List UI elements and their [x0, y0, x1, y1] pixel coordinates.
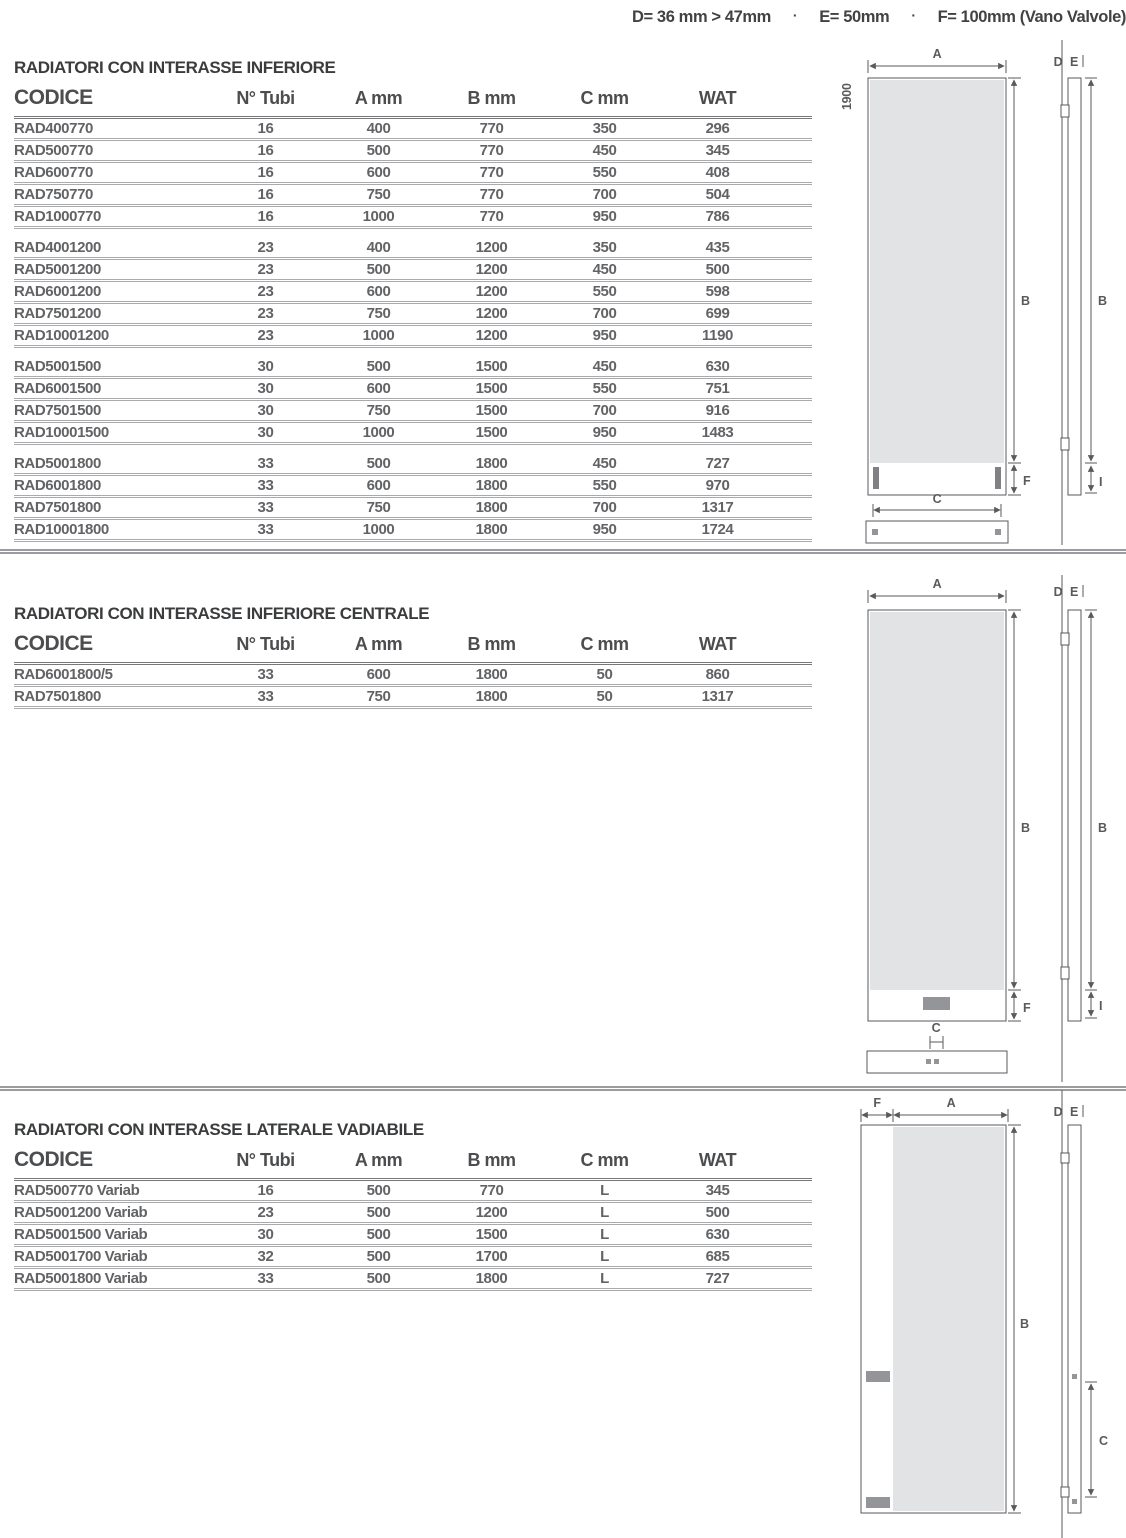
value-cell: 435 — [661, 228, 774, 259]
code-cell: RAD600770 — [14, 162, 209, 184]
spacer-cell — [774, 497, 812, 519]
value-cell: 1800 — [435, 475, 548, 497]
dim-label-c: C — [932, 492, 942, 506]
spacer-cell — [774, 325, 812, 347]
table-row — [14, 519, 812, 541]
dimension-note — [632, 8, 1126, 27]
value-cell: 23 — [209, 303, 322, 325]
diagram-interasse-inferiore — [835, 40, 1125, 555]
spacer-cell — [774, 1246, 812, 1268]
value-cell: 700 — [548, 184, 661, 206]
value-cell: 500 — [322, 1268, 435, 1290]
value-cell: 350 — [548, 118, 661, 140]
header-row — [14, 80, 812, 118]
spec-table — [14, 1142, 812, 1291]
dim-label-b: B — [1021, 821, 1030, 835]
section-title: RADIATORI CON INTERASSE INFERIORE CENTRALE — [14, 604, 430, 623]
value-cell: 1000 — [322, 519, 435, 541]
value-cell: 770 — [435, 1180, 548, 1202]
value-cell: 500 — [322, 140, 435, 162]
value-cell: 700 — [548, 303, 661, 325]
spacer-cell — [774, 444, 812, 475]
value-cell: 550 — [548, 162, 661, 184]
value-cell: 727 — [661, 444, 774, 475]
value-cell: 1200 — [435, 303, 548, 325]
value-cell: 1000 — [322, 422, 435, 444]
column-header-codice: CODICE — [14, 626, 209, 664]
value-cell: 950 — [548, 325, 661, 347]
value-cell: 33 — [209, 686, 322, 708]
table-row — [14, 475, 812, 497]
value-cell: 33 — [209, 497, 322, 519]
value-cell: 500 — [322, 347, 435, 378]
value-cell: 751 — [661, 378, 774, 400]
value-cell: 700 — [548, 497, 661, 519]
value-cell: 1500 — [435, 1224, 548, 1246]
code-cell: RAD1000770 — [14, 206, 209, 228]
table-row — [14, 1224, 812, 1246]
table-row — [14, 497, 812, 519]
value-cell: 50 — [548, 664, 661, 686]
code-cell: RAD10001200 — [14, 325, 209, 347]
code-cell: RAD500770 Variab — [14, 1180, 209, 1202]
value-cell: 1200 — [435, 228, 548, 259]
dim-label-f: F — [1023, 474, 1031, 488]
value-cell: 1200 — [435, 281, 548, 303]
table-row — [14, 1180, 812, 1202]
value-cell: 16 — [209, 162, 322, 184]
value-cell: 786 — [661, 206, 774, 228]
value-cell: L — [548, 1268, 661, 1290]
code-cell: RAD7501500 — [14, 400, 209, 422]
value-cell: 1800 — [435, 1268, 548, 1290]
front-view — [861, 1096, 1029, 1513]
value-cell: 550 — [548, 475, 661, 497]
wall-bracket — [1061, 633, 1069, 645]
value-cell: 450 — [548, 444, 661, 475]
value-cell: 16 — [209, 140, 322, 162]
value-cell: 30 — [209, 400, 322, 422]
separator-dot: · — [911, 7, 916, 23]
value-cell: 727 — [661, 1268, 774, 1290]
value-cell: 400 — [322, 228, 435, 259]
value-cell: 770 — [435, 140, 548, 162]
column-header-a-mm: A mm — [322, 626, 435, 664]
value-cell: 50 — [548, 686, 661, 708]
column-header-n-tubi: N° Tubi — [209, 80, 322, 118]
value-cell: 950 — [548, 519, 661, 541]
code-cell: RAD5001500 — [14, 347, 209, 378]
value-cell: 600 — [322, 664, 435, 686]
column-header-c-mm: C mm — [548, 626, 661, 664]
spacer-cell — [774, 519, 812, 541]
value-cell: 33 — [209, 444, 322, 475]
column-header-a-mm: A mm — [322, 1142, 435, 1180]
bottom-view — [866, 521, 1008, 543]
value-cell: 970 — [661, 475, 774, 497]
dim-label-i: I — [1099, 999, 1103, 1013]
spacer-cell — [774, 1142, 812, 1180]
header-row — [14, 1142, 812, 1180]
spacer-cell — [774, 1180, 812, 1202]
dim-e-note: E= 50mm — [819, 8, 890, 26]
value-cell: 750 — [322, 303, 435, 325]
dim-label-d: D — [1053, 585, 1063, 599]
value-cell: 1800 — [435, 497, 548, 519]
connection-tab — [873, 467, 879, 489]
column-header-wat: WAT — [661, 80, 774, 118]
value-cell: L — [548, 1246, 661, 1268]
connection-dot — [1072, 1374, 1077, 1379]
code-cell: RAD5001800 Variab — [14, 1268, 209, 1290]
section-interasse-inferiore-centrale — [14, 604, 814, 709]
value-cell: L — [548, 1224, 661, 1246]
value-cell: 1000 — [322, 325, 435, 347]
section-title: RADIATORI CON INTERASSE LATERALE VADIABILE — [14, 1120, 424, 1139]
value-cell: 33 — [209, 664, 322, 686]
column-header-wat: WAT — [661, 1142, 774, 1180]
value-cell: 1483 — [661, 422, 774, 444]
column-header-n-tubi: N° Tubi — [209, 626, 322, 664]
column-header-a-mm: A mm — [322, 80, 435, 118]
diagram-interasse-laterale-variabile — [835, 1090, 1125, 1538]
table-row — [14, 281, 812, 303]
value-cell: 1317 — [661, 686, 774, 708]
dim-label-b: B — [1098, 294, 1107, 308]
dim-label-f: F — [1023, 1001, 1031, 1015]
spec-table — [14, 80, 812, 542]
connection-tab — [995, 467, 1001, 489]
value-cell: 23 — [209, 1202, 322, 1224]
value-cell: 500 — [322, 1180, 435, 1202]
spacer-cell — [774, 206, 812, 228]
side-connection-tab — [866, 1497, 890, 1508]
dim-label-a: A — [932, 47, 942, 61]
value-cell: 450 — [548, 259, 661, 281]
code-cell: RAD5001500 Variab — [14, 1224, 209, 1246]
front-view — [867, 577, 1031, 1073]
value-cell: 408 — [661, 162, 774, 184]
value-cell: 16 — [209, 1180, 322, 1202]
value-cell: 750 — [322, 497, 435, 519]
value-cell: L — [548, 1180, 661, 1202]
value-cell: 500 — [322, 1202, 435, 1224]
value-cell: 30 — [209, 1224, 322, 1246]
value-cell: 23 — [209, 228, 322, 259]
value-cell: 1317 — [661, 497, 774, 519]
table-row — [14, 162, 812, 184]
dim-label-b: B — [1021, 294, 1030, 308]
value-cell: 1700 — [435, 1246, 548, 1268]
table-row — [14, 664, 812, 686]
dim-label-d: D — [1053, 55, 1063, 69]
value-cell: 500 — [322, 1246, 435, 1268]
spacer-cell — [774, 422, 812, 444]
spacer-cell — [774, 626, 812, 664]
value-cell: 1200 — [435, 259, 548, 281]
total-height-label: 1900 — [840, 83, 854, 110]
dim-label-e: E — [1069, 55, 1079, 69]
value-cell: 1724 — [661, 519, 774, 541]
dim-label-d: D — [1053, 1105, 1063, 1119]
value-cell: 296 — [661, 118, 774, 140]
value-cell: 23 — [209, 325, 322, 347]
side-view — [1054, 1090, 1108, 1538]
value-cell: 32 — [209, 1246, 322, 1268]
code-cell: RAD6001800 — [14, 475, 209, 497]
header-row — [14, 626, 812, 664]
value-cell: 770 — [435, 206, 548, 228]
front-view — [840, 47, 1031, 543]
value-cell: 16 — [209, 206, 322, 228]
side-view — [1054, 575, 1107, 1082]
wall-bracket — [1061, 105, 1069, 117]
value-cell: 500 — [322, 259, 435, 281]
table-row — [14, 686, 812, 708]
section-interasse-inferiore — [14, 58, 814, 542]
spacer-cell — [774, 664, 812, 686]
value-cell: 1500 — [435, 378, 548, 400]
value-cell: 1000 — [322, 206, 435, 228]
value-cell: 600 — [322, 162, 435, 184]
dim-f-note: F= 100mm (Vano Valvole) — [937, 8, 1126, 26]
side-connection-tab — [866, 1371, 890, 1382]
spacer-cell — [774, 184, 812, 206]
code-cell: RAD5001800 — [14, 444, 209, 475]
spacer-cell — [774, 378, 812, 400]
side-view — [1054, 40, 1107, 545]
table-row — [14, 259, 812, 281]
value-cell: 770 — [435, 184, 548, 206]
dim-label-i: I — [1099, 475, 1103, 489]
table-row — [14, 347, 812, 378]
spacer-cell — [774, 1224, 812, 1246]
value-cell: 16 — [209, 118, 322, 140]
code-cell: RAD6001500 — [14, 378, 209, 400]
dim-label-e: E — [1069, 585, 1079, 599]
code-cell: RAD10001500 — [14, 422, 209, 444]
value-cell: 500 — [322, 1224, 435, 1246]
wall-bracket — [1061, 1153, 1069, 1163]
value-cell: 400 — [322, 118, 435, 140]
dim-label-c: C — [1099, 1434, 1108, 1448]
value-cell: 598 — [661, 281, 774, 303]
spec-table — [14, 626, 812, 709]
table-row — [14, 1202, 812, 1224]
value-cell: 750 — [322, 686, 435, 708]
section-interasse-laterale-variabile — [14, 1120, 814, 1291]
value-cell: 500 — [322, 444, 435, 475]
value-cell: 600 — [322, 378, 435, 400]
table-row — [14, 206, 812, 228]
value-cell: L — [548, 1202, 661, 1224]
spacer-cell — [774, 140, 812, 162]
value-cell: 1200 — [435, 325, 548, 347]
value-cell: 33 — [209, 1268, 322, 1290]
spacer-cell — [774, 1268, 812, 1290]
table-row — [14, 1268, 812, 1290]
value-cell: 950 — [548, 206, 661, 228]
column-header-c-mm: C mm — [548, 1142, 661, 1180]
column-header-b-mm: B mm — [435, 1142, 548, 1180]
value-cell: 23 — [209, 259, 322, 281]
value-cell: 33 — [209, 475, 322, 497]
value-cell: 30 — [209, 422, 322, 444]
spacer-cell — [774, 686, 812, 708]
table-row — [14, 378, 812, 400]
spacer-cell — [774, 281, 812, 303]
code-cell: RAD7501200 — [14, 303, 209, 325]
column-header-b-mm: B mm — [435, 80, 548, 118]
value-cell: 860 — [661, 664, 774, 686]
value-cell: 345 — [661, 1180, 774, 1202]
connection-dot — [1072, 1499, 1077, 1504]
value-cell: 600 — [322, 475, 435, 497]
column-header-b-mm: B mm — [435, 626, 548, 664]
value-cell: 500 — [661, 1202, 774, 1224]
wall-bracket — [1061, 967, 1069, 979]
table-row — [14, 444, 812, 475]
value-cell: 685 — [661, 1246, 774, 1268]
value-cell: 550 — [548, 281, 661, 303]
value-cell: 33 — [209, 519, 322, 541]
value-cell: 630 — [661, 1224, 774, 1246]
dim-label-f: F — [873, 1096, 881, 1110]
table-row — [14, 422, 812, 444]
value-cell: 750 — [322, 400, 435, 422]
central-connection-block — [923, 997, 950, 1010]
code-cell: RAD4001200 — [14, 228, 209, 259]
value-cell: 750 — [322, 184, 435, 206]
value-cell: 770 — [435, 118, 548, 140]
value-cell: 630 — [661, 347, 774, 378]
spacer-cell — [774, 118, 812, 140]
wall-bracket — [1061, 438, 1069, 450]
code-cell: RAD6001200 — [14, 281, 209, 303]
wall-bracket — [1061, 1487, 1069, 1497]
section-title: RADIATORI CON INTERASSE INFERIORE — [14, 58, 336, 77]
table-row — [14, 303, 812, 325]
value-cell: 1800 — [435, 686, 548, 708]
code-cell: RAD6001800/5 — [14, 664, 209, 686]
code-cell: RAD5001700 Variab — [14, 1246, 209, 1268]
column-header-codice: CODICE — [14, 80, 209, 118]
dim-label-a: A — [946, 1096, 956, 1110]
code-cell: RAD500770 — [14, 140, 209, 162]
dim-label-c: C — [931, 1021, 941, 1035]
value-cell: 1800 — [435, 664, 548, 686]
table-row — [14, 1246, 812, 1268]
value-cell: 700 — [548, 400, 661, 422]
value-cell: 23 — [209, 281, 322, 303]
value-cell: 450 — [548, 347, 661, 378]
value-cell: 350 — [548, 228, 661, 259]
code-cell: RAD750770 — [14, 184, 209, 206]
value-cell: 916 — [661, 400, 774, 422]
value-cell: 345 — [661, 140, 774, 162]
spacer-cell — [774, 303, 812, 325]
table-row — [14, 118, 812, 140]
code-cell: RAD400770 — [14, 118, 209, 140]
column-header-wat: WAT — [661, 626, 774, 664]
spacer-cell — [774, 1202, 812, 1224]
value-cell: 30 — [209, 378, 322, 400]
diagram-interasse-inferiore-centrale — [835, 570, 1125, 1085]
dim-label-e: E — [1069, 1105, 1079, 1119]
value-cell: 699 — [661, 303, 774, 325]
spacer-cell — [774, 400, 812, 422]
value-cell: 1800 — [435, 444, 548, 475]
table-row — [14, 228, 812, 259]
value-cell: 1800 — [435, 519, 548, 541]
value-cell: 1190 — [661, 325, 774, 347]
table-row — [14, 140, 812, 162]
dim-d-note: D= 36 mm > 47mm — [632, 8, 771, 26]
value-cell: 1500 — [435, 400, 548, 422]
code-cell: RAD7501800 — [14, 686, 209, 708]
value-cell: 16 — [209, 184, 322, 206]
value-cell: 550 — [548, 378, 661, 400]
column-header-n-tubi: N° Tubi — [209, 1142, 322, 1180]
code-cell: RAD7501800 — [14, 497, 209, 519]
code-cell: RAD5001200 — [14, 259, 209, 281]
code-cell: RAD10001800 — [14, 519, 209, 541]
value-cell: 500 — [661, 259, 774, 281]
value-cell: 600 — [322, 281, 435, 303]
value-cell: 30 — [209, 347, 322, 378]
value-cell: 950 — [548, 422, 661, 444]
value-cell: 1500 — [435, 422, 548, 444]
dim-label-b: B — [1020, 1317, 1029, 1331]
table-row — [14, 400, 812, 422]
value-cell: 1500 — [435, 347, 548, 378]
value-cell: 450 — [548, 140, 661, 162]
table-row — [14, 325, 812, 347]
spacer-cell — [774, 347, 812, 378]
spacer-cell — [774, 259, 812, 281]
code-cell: RAD5001200 Variab — [14, 1202, 209, 1224]
dim-label-a: A — [932, 577, 942, 591]
spacer-cell — [774, 475, 812, 497]
value-cell: 1200 — [435, 1202, 548, 1224]
separator-dot: · — [792, 7, 798, 23]
dim-label-b: B — [1098, 821, 1107, 835]
table-row — [14, 184, 812, 206]
value-cell: 770 — [435, 162, 548, 184]
value-cell: 504 — [661, 184, 774, 206]
column-header-c-mm: C mm — [548, 80, 661, 118]
spacer-cell — [774, 162, 812, 184]
spacer-cell — [774, 80, 812, 118]
spacer-cell — [774, 228, 812, 259]
column-header-codice: CODICE — [14, 1142, 209, 1180]
